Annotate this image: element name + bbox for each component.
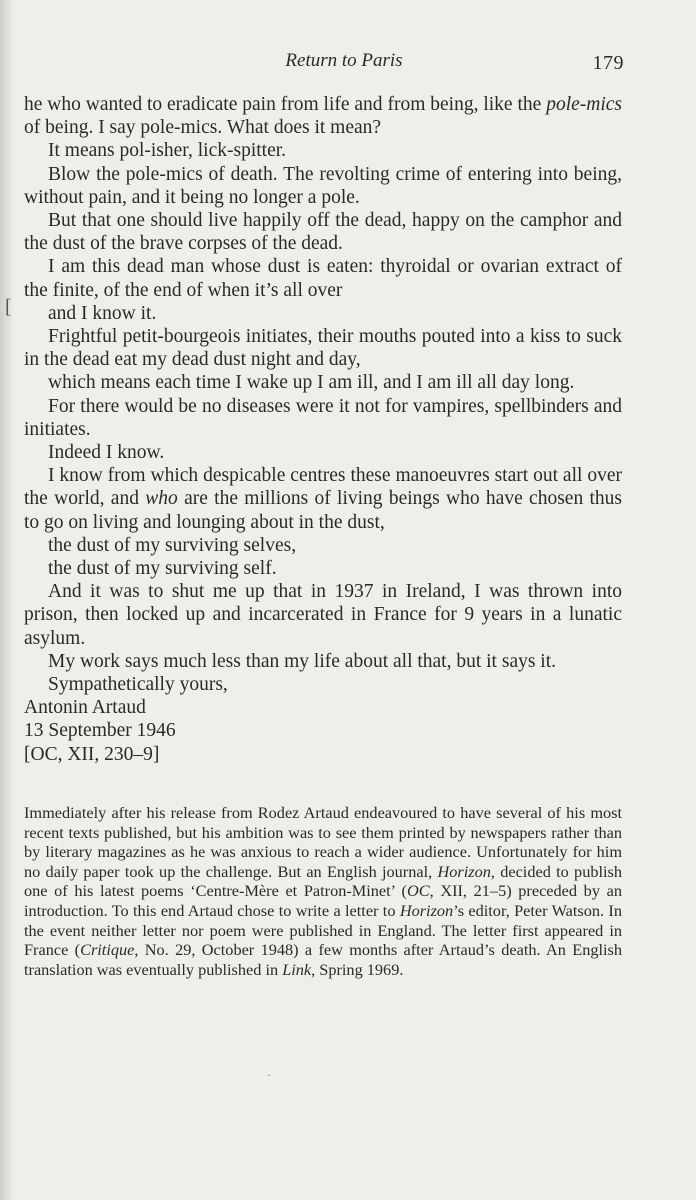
page-number: 179	[592, 52, 624, 74]
editorial-note	[24, 803, 622, 979]
page-spine-shadow	[0, 0, 14, 1200]
paragraph: I know from which despicable centres these manoeuvres start out all over the world, and who are the millions of living beings who have chosen thus to go on living and lounging about in the dust,	[24, 465, 622, 533]
source-reference: [OC, XII, 230–9]	[24, 743, 160, 765]
paragraph: the dust of my surviving self.	[48, 558, 277, 580]
running-title: Return to Paris	[285, 50, 403, 71]
paragraph: Blow the pole-mics of death. The revolting crime of entering into being, without pain, and it being no longer a pole.	[24, 163, 622, 208]
paragraph: It means pol-isher, lick-spitter.	[48, 140, 287, 162]
stray-mark: ·	[267, 1068, 271, 1082]
paragraph: which means each time I wake up I am ill, and I am ill all day long.	[48, 372, 575, 394]
running-header	[24, 50, 624, 74]
paragraph: And it was to shut me up that in 1937 in Ireland, I was thrown into prison, then locked up and incarcerated in France for 9 years in a lunatic asylum.	[24, 581, 622, 649]
paragraph: Indeed I know.	[48, 442, 165, 464]
closing: Sympathetically yours,	[48, 674, 228, 696]
paragraph: For there would be no diseases were it not for vampires, spellbinders and initiates.	[24, 395, 622, 440]
margin-bracket-mark: [	[5, 296, 12, 318]
paragraph: Frightful petit-bourgeois initiates, their mouths pouted into a kiss to suck in the dead eat my dead dust night and day,	[24, 326, 622, 371]
paragraph: he who wanted to eradicate pain from life and from being, like the pole-mics of being. I say pole-mics. What does it mean?	[24, 94, 622, 139]
paragraph: But that one should live happily off the dead, happy on the camphor and the dust of the brave corpses of the dead.	[24, 210, 622, 255]
note-paragraph: Immediately after his release from Rodez Artaud endeavoured to have several of his most recent texts published, but his ambition was to see them printed by newspapers rather than by literary magazines as he was anxious to reach a wider audience. Unfortunately for him no daily paper took up the challenge. But an English journal, Horizon, decided to publish one of his latest poems ‘Centre-Mère et Patron-Minet’ (OC, XII, 21–5) preceded by an introduction. To this end Artaud chose to write a letter to Horizon’s editor, Peter Watson. In the event neither letter nor poem were published in England. The letter first appeared in France (Critique, No. 29, October 1948) a few months after Artaud’s death. An English translation was eventually published in Link, Spring 1969.	[24, 803, 623, 979]
letter-body	[24, 93, 622, 766]
paragraph: the dust of my surviving selves,	[48, 534, 297, 556]
signature: Antonin Artaud	[24, 697, 146, 719]
paragraph: My work says much less than my life about all that, but it says it.	[48, 650, 557, 672]
paragraph: and I know it.	[48, 302, 157, 324]
paragraph: I am this dead man whose dust is eaten: thyroidal or ovarian extract of the finite, of the end of when it’s all over	[24, 256, 622, 301]
letter-date: 13 September 1946	[24, 720, 176, 742]
